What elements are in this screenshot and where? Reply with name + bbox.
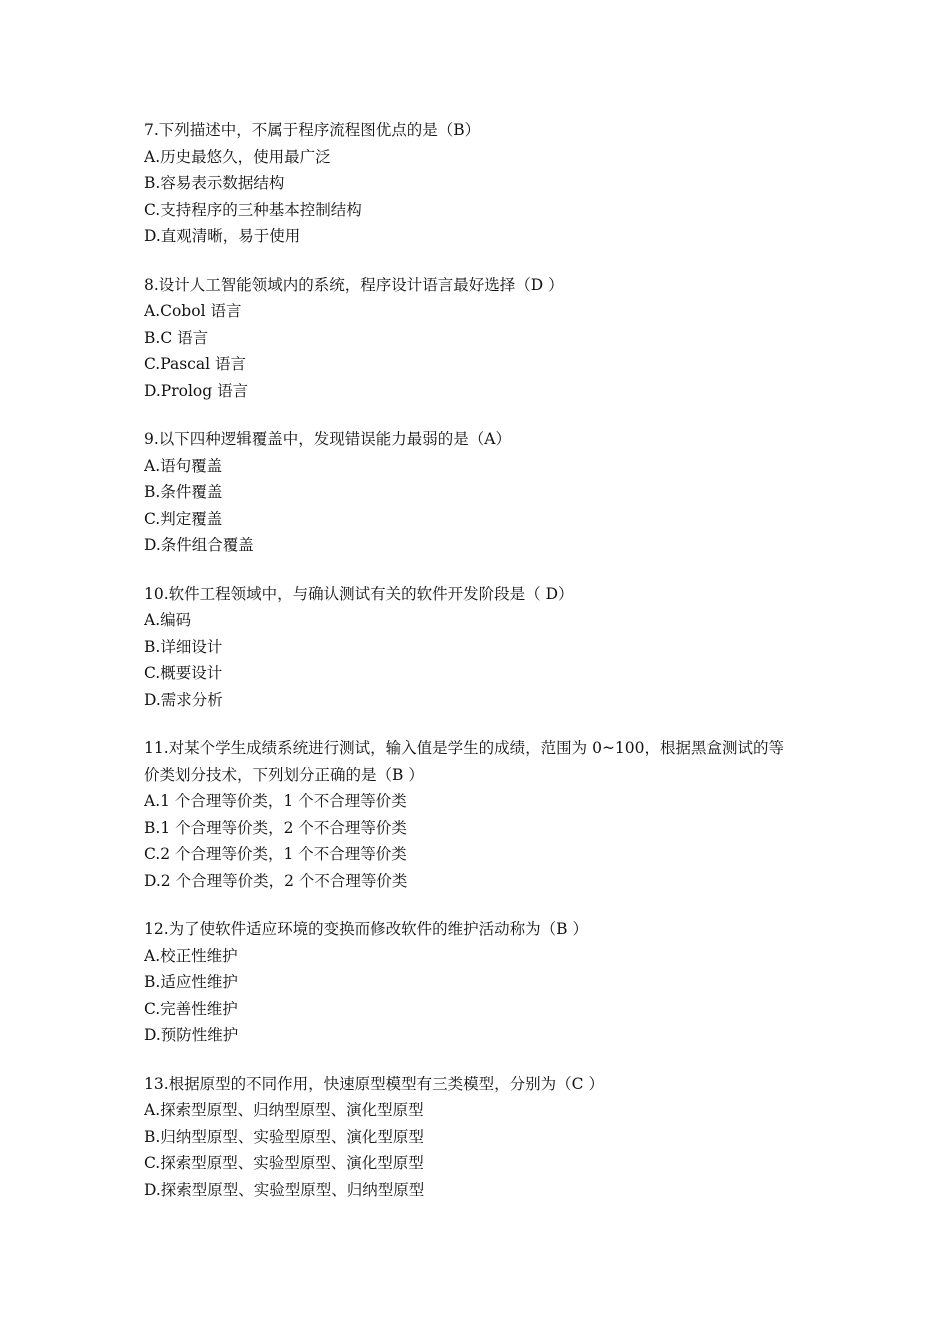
option-d: D.需求分析 — [144, 690, 223, 709]
option-b: B.归纳型原型、实验型原型、演化型原型 — [144, 1127, 424, 1146]
question-stem: 9.以下四种逻辑覆盖中，发现错误能力最弱的是（A） — [144, 430, 511, 448]
option-c: C.判定覆盖 — [144, 509, 223, 528]
option-d: D.Prolog 语言 — [144, 381, 249, 400]
question-stem: 7.下列描述中，不属于程序流程图优点的是（B） — [144, 121, 481, 139]
option-c: C.完善性维护 — [144, 999, 238, 1018]
option-c: C.Pascal 语言 — [144, 355, 246, 373]
option-d: D.预防性维护 — [144, 1026, 239, 1044]
option-b: B.条件覆盖 — [144, 483, 223, 501]
option-b: B.1 个合理等价类，2 个不合理等价类 — [144, 818, 407, 837]
option-a: A.探索型原型、归纳型原型、演化型原型 — [144, 1101, 424, 1119]
option-a: A.1 个合理等价类，1 个不合理等价类 — [144, 792, 407, 810]
option-c: C.概要设计 — [144, 664, 223, 682]
question-7 — [144, 117, 814, 250]
option-a: A.编码 — [144, 611, 192, 629]
option-d: D.直观清晰，易于使用 — [144, 227, 301, 245]
question-stem-continued: 价类划分技术，下列划分正确的是（B ） — [144, 765, 424, 784]
question-stem: 10.软件工程领域中，与确认测试有关的软件开发阶段是（ D） — [144, 584, 574, 603]
question-stem: 11.对某个学生成绩系统进行测试，输入值是学生的成绩，范围为 0~100，根据黑盒测试的等 — [144, 739, 785, 757]
question-10 — [144, 581, 814, 714]
option-b: B.容易表示数据结构 — [144, 174, 285, 192]
question-9 — [144, 426, 814, 559]
question-8 — [144, 272, 814, 405]
option-b: B.详细设计 — [144, 637, 223, 656]
option-b: B.C 语言 — [144, 328, 209, 347]
option-c: C.支持程序的三种基本控制结构 — [144, 200, 362, 219]
option-c: C.探索型原型、实验型原型、演化型原型 — [144, 1154, 424, 1172]
document-page — [144, 117, 814, 1225]
option-a: A.Cobol 语言 — [144, 302, 242, 320]
option-a: A.校正性维护 — [144, 946, 238, 965]
option-a: A.历史最悠久，使用最广泛 — [144, 147, 331, 166]
question-11 — [144, 735, 814, 894]
option-d: D.探索型原型、实验型原型、归纳型原型 — [144, 1180, 425, 1199]
question-stem: 12.为了使软件适应环境的变换而修改软件的维护活动称为（B ） — [144, 920, 588, 938]
question-stem: 13.根据原型的不同作用，快速原型模型有三类模型，分别为（C ） — [144, 1074, 604, 1093]
option-a: A.语句覆盖 — [144, 456, 223, 475]
option-d: D.2 个合理等价类，2 个不合理等价类 — [144, 871, 408, 890]
question-stem: 8.设计人工智能领域内的系统，程序设计语言最好选择（D ） — [144, 275, 564, 294]
option-b: B.适应性维护 — [144, 973, 238, 991]
option-d: D.条件组合覆盖 — [144, 536, 254, 554]
question-13 — [144, 1071, 814, 1204]
option-c: C.2 个合理等价类，1 个不合理等价类 — [144, 845, 407, 863]
question-12 — [144, 916, 814, 1049]
